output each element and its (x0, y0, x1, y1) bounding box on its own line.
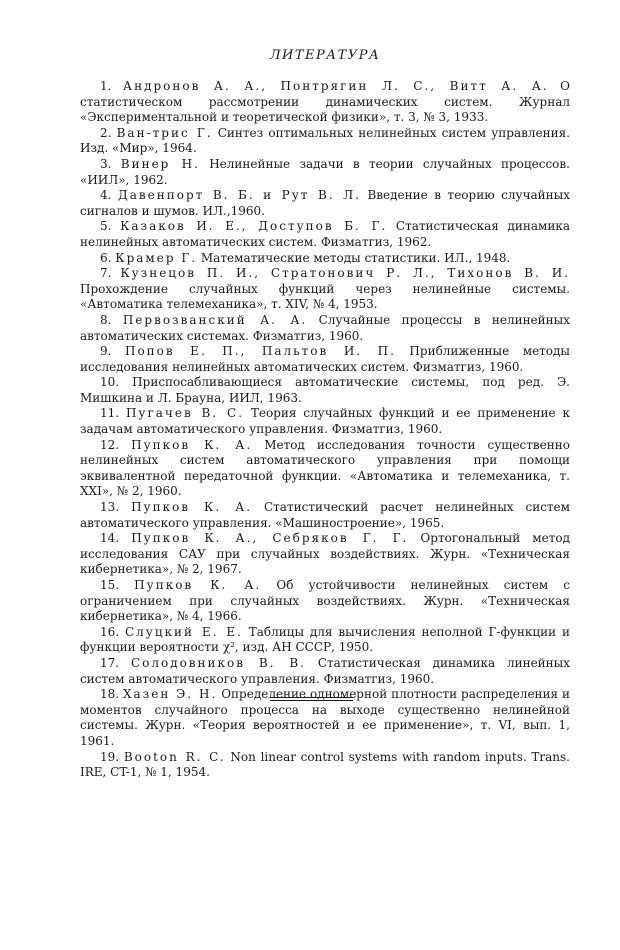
reference-author: Пупков К. А. (131, 500, 253, 515)
reference-number: 1. (100, 79, 112, 93)
reference-text: Таблицы для вычисления неполной Г-функции и функции вероятности χ², изд. АН СССР, 1950. (80, 624, 570, 655)
reference-number: 11. (100, 406, 120, 421)
reference-item (80, 578, 570, 625)
reference-number: 10. (100, 375, 120, 390)
reference-item (80, 188, 570, 219)
reference-page (80, 48, 570, 781)
reference-item (80, 157, 570, 188)
reference-text: Статистическая динамика линейных систем автоматического управления. Физматгиз, 1960. (80, 655, 570, 686)
reference-text: Приближенные методы исследования нелинейных автоматических систем. Физматгиз, 1960. (80, 344, 570, 374)
reference-author: Винер Н. (120, 156, 200, 171)
reference-number: 18. (100, 687, 120, 702)
reference-text: Нелинейные задачи в теории случайных процессов. «ИИЛ», 1962. (80, 156, 570, 187)
page-title: ЛИТЕРАТУРА (269, 48, 381, 63)
reference-author: Хазен Э. Н. (122, 687, 218, 702)
reference-number: 5. (100, 219, 112, 234)
reference-author: Пупков К. А. (134, 578, 262, 592)
reference-text: Введение в теорию случайных сигналов и шумов. ИЛ.,1960. (80, 188, 570, 218)
reference-item (80, 531, 570, 578)
reference-author: Крамер Г. (115, 250, 198, 265)
reference-item (80, 219, 570, 250)
reference-text: Об устойчивости нелинейных систем с ограничением при случайных воздействиях. Журн. «Техническая кибернетика», № 4, 1966. (80, 578, 570, 624)
reference-author: Bootоn R. C. (123, 749, 226, 764)
reference-number: 13. (100, 500, 120, 515)
reference-author: Попов Е. П., Пальтов И. П. (124, 344, 396, 359)
reference-author: Пупков К. А. (131, 437, 253, 452)
reference-author: Ван-трис Г. (116, 125, 213, 140)
reference-item (80, 79, 570, 126)
reference-author: Пупков К. А., Себряков Г. Г. (131, 531, 409, 546)
reference-text: Определение одномерной плотности распределения и моментов случайного процесса на выходе существенно нелинейной системы. Журн. «Теория вероятностей и ее применение», т. VI, вып. 1, 1961. (80, 687, 570, 748)
reference-text: Статистическая динамика нелинейных автоматических систем. Физматгиз, 1962. (80, 219, 570, 249)
reference-number: 6. (100, 250, 112, 265)
reference-text: О статистическом рассмотрении динамических систем. Журнал «Экспериментальной и теоретической физики», т. 3, № 3, 1933. (80, 79, 570, 125)
reference-item (80, 625, 570, 656)
reference-text: Приспосабливающиеся автоматические системы, под ред. Э. Мишкина и Л. Брауна, ИИЛ, 1963. (80, 375, 570, 405)
reference-item (80, 438, 570, 500)
reference-text: Математические методы статистики. ИЛ., 1948. (197, 250, 511, 265)
reference-item (80, 656, 570, 687)
reference-author: Первозванский А. А. (122, 312, 308, 327)
reference-item (80, 750, 570, 781)
reference-item (80, 500, 570, 531)
reference-number: 14. (100, 531, 120, 546)
reference-number: 17. (100, 655, 120, 670)
end-divider (270, 700, 353, 701)
reference-author: Андронов А. А., Понтрягин Л. С., Витт А. А. (122, 79, 549, 93)
reference-item (80, 251, 570, 267)
reference-author: Слуцкий Е. Е. (124, 624, 243, 639)
reference-number: 8. (100, 312, 112, 327)
reference-text: Non linear control systems with random inputs. Trans. IRE, CT-1, № 1, 1954. (80, 749, 570, 780)
reference-item (80, 126, 570, 157)
reference-number: 7. (100, 266, 112, 281)
end-divider (270, 697, 353, 698)
reference-author: Казаков И. Е., Доступов Б. Г. (120, 219, 388, 234)
reference-item (80, 313, 570, 344)
reference-number: 9. (100, 344, 112, 359)
reference-author: Пугачев В. С. (125, 406, 245, 421)
reference-item (80, 266, 570, 313)
reference-number: 3. (100, 156, 112, 171)
reference-number: 4. (100, 188, 112, 203)
reference-item (80, 344, 570, 375)
reference-text: Теория случайных функций и ее применение к задачам автоматического управления. Физматгиз, 1960. (80, 406, 571, 437)
reference-item (80, 406, 570, 437)
reference-list (80, 79, 570, 781)
reference-number: 15. (100, 578, 120, 592)
reference-number: 2. (100, 125, 112, 140)
reference-number: 12. (100, 437, 120, 452)
reference-author: Солодовников В. В. (130, 655, 306, 670)
reference-text: Метод исследования точности существенно нелинейных систем автоматического управления при помощи эквивалентной передаточной функции. «Автоматика и телемеханика, т. XXI», № 2, 1960. (80, 437, 570, 499)
reference-number: 16. (100, 624, 120, 639)
reference-text: Ортогональный метод исследования САУ при случайных воздействиях. Журн. «Техническая кибернетика», № 2, 1967. (80, 531, 570, 577)
reference-text: Прохождение случайных функций через нелинейные системы. «Автоматика телемеханика», т. XIV, № 4, 1953. (80, 281, 570, 312)
reference-text: Случайные процессы в нелинейных автоматических системах. Физматгиз, 1960. (80, 312, 570, 343)
reference-item (80, 375, 570, 406)
reference-text: Синтез оптимальных нелинейных систем управления. Изд. «Мир», 1964. (80, 125, 571, 156)
reference-author: Давенпорт В. Б. и Рут В. Л. (117, 188, 361, 203)
reference-text: Статистический расчет нелинейных систем автоматического управления. «Машиностроение», 1965. (80, 500, 570, 530)
reference-author: Кузнецов П. И., Стратонович Р. Л., Тихонов В. И. (120, 266, 570, 281)
reference-number: 19. (100, 749, 120, 764)
